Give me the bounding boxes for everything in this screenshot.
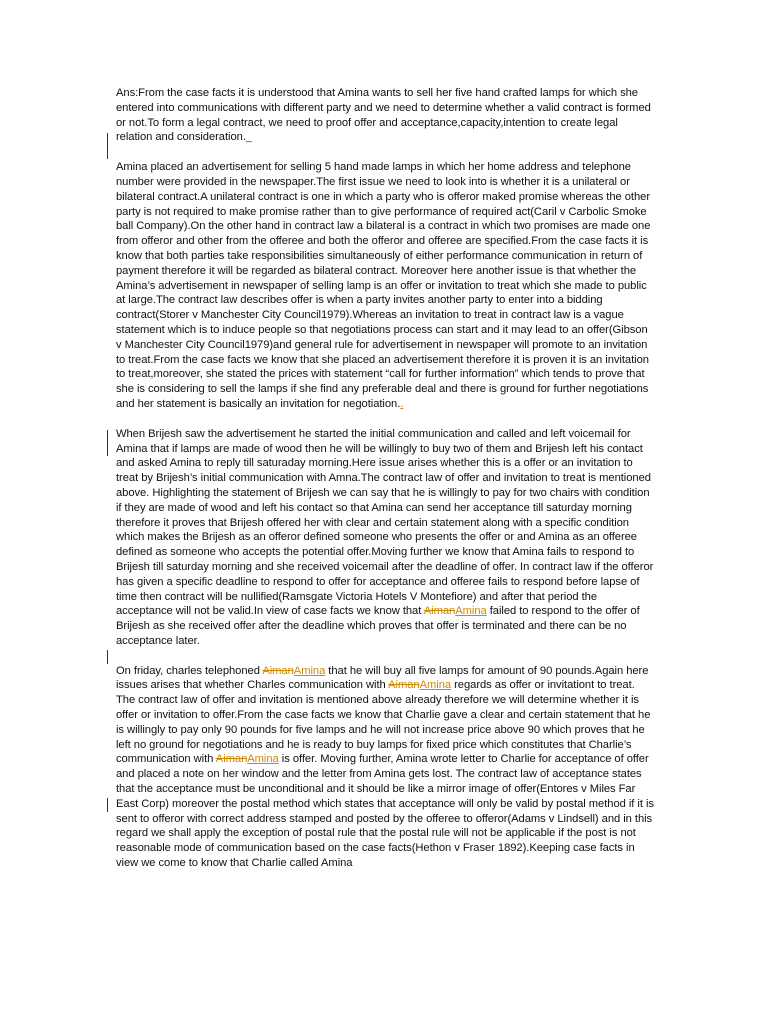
text-run: regards as offer or invitationt to treat. The contract law of offer and invitation is mentioned above already therefore we will determine whether it is offer or invitation to offer.From the case facts we know that Charlie gave a clear and certain statement that he is willingly to pay only 90 pounds for five lamps and he will not increase price above 90 which proves that he left no ground for negotiations and he is ready to buy lamps for fixed price which constitutes that Charlie’s communication with [116, 679, 651, 766]
paragraph [116, 427, 656, 649]
tracked-insertion: _ [245, 131, 253, 144]
tracked-insertion: Amina [247, 753, 279, 766]
tracked-deletion: Aiman [388, 679, 420, 692]
paragraph [116, 664, 656, 871]
tracked-insertion: Amina [293, 664, 326, 677]
tracked-insertion: . [400, 397, 404, 410]
text-run: that he will buy all five lamps for amount of 90 pounds.Again here issues arises that whether Charles communication with [116, 664, 649, 692]
text-run: Ans:From the case facts it is understood that Amina wants to sell her five hand crafted lamps for which she entered into communications with different party and we need to determine whether a valid contract is formed or not.To form a legal contract, we need to proof offer and acceptance,capacity,intention to create legal relation and consideration. [116, 87, 651, 144]
tracked-insertion: Amina [455, 605, 487, 618]
change-bar [107, 133, 108, 159]
paragraph [116, 86, 656, 145]
change-bar [107, 798, 108, 812]
text-run: failed to respond to the offer of Brijesh as she received offer after the deadline which proves that offer is terminated and there can be no acceptance later. [116, 605, 640, 647]
tracked-deletion: Aiman [262, 664, 294, 677]
document-body [116, 86, 656, 886]
text-run: is offer. Moving further, Amina wrote letter to Charlie for acceptance of offer and placed a note on her window and the letter from Amina gets lost. The contract law of acceptance states that the acceptance must be unconditional and it should be like a mirror image of offer(Entores v Miles Far East Corp) moreover the postal method which states that acceptance will only be valid by postal method if it is sent to offeror with correct address stamped and posted by the offeree to offeror(Adams v Lindsell) and in this regard we shall apply the exception of postal rule that the postal rule will not be applicable if the post is not reasonable mode of communication based on the case facts(Hethon v Fraser 1892).Keeping case facts in view we come to know that Charlie called Amina [116, 753, 654, 870]
change-bar [107, 430, 108, 456]
tracked-insertion: Amina [419, 679, 452, 692]
text-run: On friday, charles telephoned [116, 664, 263, 677]
tracked-deletion: Aiman [215, 753, 248, 766]
tracked-deletion: Aiman [423, 605, 456, 618]
text-run: Amina placed an advertisement for selling 5 hand made lamps in which her home address and telephone number were provided in the newspaper.The first issue we need to look into is whether it is a unilateral or bilateral contract.A unilateral contract is one in which a party who is offeror maked promise whereas the other party is not required to make promise rather than to give performance of required act(Caril v Carbolic Smoke ball Company).On the other hand in contract law a bilateral is a contract in which two promises are made one from offeror and other from the offeree and both the offeror and offeree are specified.From the case facts it is know that both parties take responsibilities simultaneously of either performance communication in return of payment therefore it will be regarded as bilateral contract. Moreover here another issue is that whether the Amina’s advertisement in newspaper of selling lamp is an offer or invitation to treat which she made to public at large.The contract law describes offer is when a party invites another party to enter into a bidding contract(Storer v Manchester City Council1979).Whereas an invitation to treat in contract law is a vague statement which is to induce people so that negotiations process can start and it may lead to an offer(Gibson v Manchester City Council1979)and general rule for advertisement in newspaper will promote to an invitation to treat.From the case facts we know that she placed an advertisement therefore it is proven it is an invitation to treat,moreover, she stated the prices with statement “call for further information” which tends to prove that she is considering to sell the lamps if she find any preferable deal and there is ground for further negotiations and her statement is basically an invitation for negotiation. [116, 161, 651, 410]
text-run: When Brijesh saw the advertisement he started the initial communication and called and left voicemail for Amina that if lamps are made of wood then he will be willingly to buy two of them and Brijesh left his contact and asked Amina to reply till saturaday morning.Here issue arises whether this is a offer or an invitation to treat by Brijesh’s initial communication with Amna.The contract law of offer and invitation to treat is mentioned above. Highlighting the statement of Brijesh we can say that he is willingly to pay for two chairs with condition if they are made of wood and left his contact so that Amina can send her acceptance till saturday morning therefore it proves that Brijesh offered her with clear and certain statement along with a specific condition which makes the Brijesh as an offeror defined someone who presents the offer or and Amina as an offeree defined as someone who accepts the potential offer.Moving further we know that Amina fails to respond to Brijesh till saturday morning and she received voicemail after the deadline of offer. In contract law if the offeror has given a specific deadline to respond to offer for acceptance and offeree fails to respond before lapse of time then contract will be nullified(Ramsgate Victoria Hotels V Montefiore) and after that period the acceptance will not be valid.In view of case facts we know that [116, 427, 654, 618]
change-bar [107, 650, 108, 664]
paragraph [116, 160, 656, 412]
